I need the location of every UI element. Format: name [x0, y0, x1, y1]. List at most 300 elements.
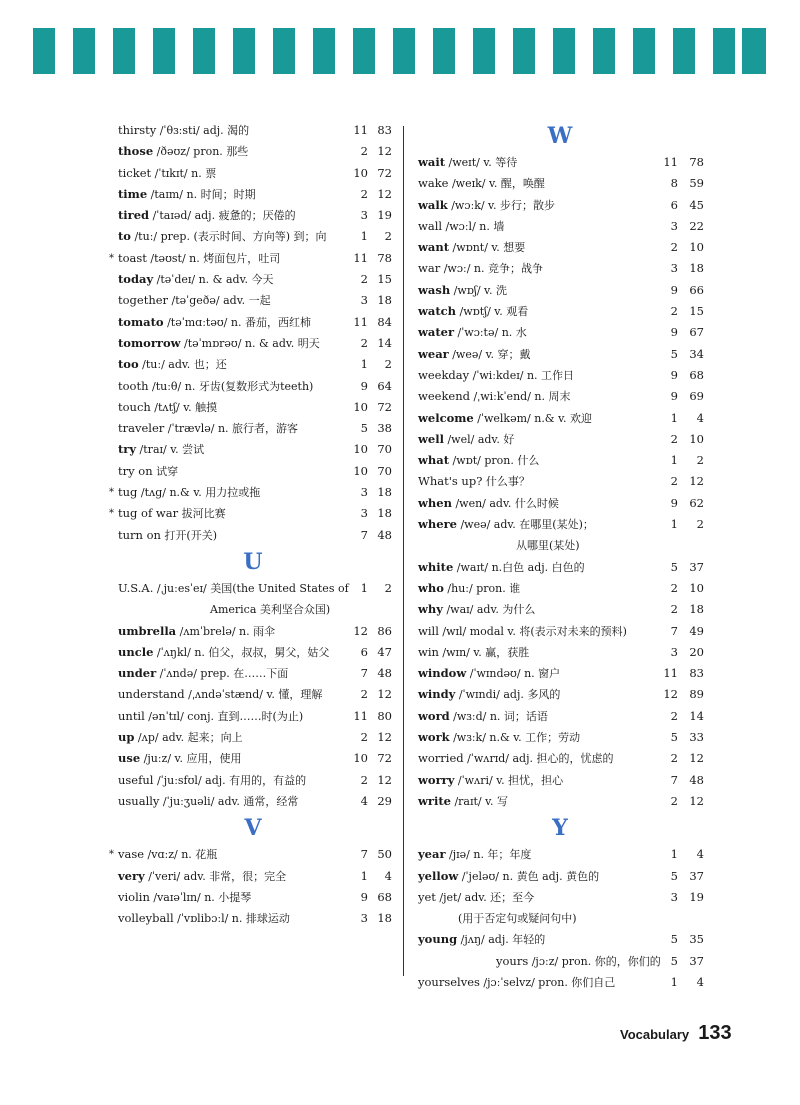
- page-ref: 10: [689, 240, 704, 255]
- headword: windy: [418, 687, 456, 702]
- definition: /wɪl/ modal v. 将(表示对未来的预料): [438, 624, 627, 638]
- headword: young: [418, 932, 458, 947]
- vocab-entry: [418, 450, 702, 471]
- headword: weekend: [418, 389, 470, 404]
- unit-number: 11: [353, 250, 368, 265]
- page-ref: 84: [377, 314, 392, 329]
- page-ref: 69: [689, 389, 704, 404]
- vocab-entry: [118, 205, 392, 226]
- vocab-entry: [118, 461, 392, 482]
- page-ref: 35: [689, 932, 704, 947]
- definition: /traɪ/ v. 尝试: [136, 443, 205, 457]
- unit-number: 2: [670, 708, 678, 723]
- page-ref: 50: [377, 847, 392, 862]
- page-ref: 2: [384, 357, 392, 372]
- page-ref: 83: [377, 123, 392, 137]
- vocab-entry: [418, 791, 702, 812]
- definition: /taɪm/ n. 时间；时期: [147, 187, 256, 201]
- page-ref: 64: [377, 378, 392, 393]
- page-ref: 18: [377, 506, 392, 521]
- definition: /weɪk/ v. 醒，唤醒: [448, 177, 545, 191]
- decor-square: [353, 28, 375, 74]
- page-ref: 29: [377, 793, 392, 808]
- page-ref: 12: [377, 772, 392, 787]
- page-ref: 4: [696, 974, 704, 989]
- definition: /ˈθɜːsti/ adj. 渴的: [156, 124, 250, 137]
- unit-number: 2: [360, 772, 368, 787]
- headword: white: [418, 559, 454, 574]
- vocab-entry: [418, 951, 702, 972]
- page-ref: 12: [689, 793, 704, 808]
- vocab-entry: [418, 301, 702, 322]
- vocab-entry: [418, 429, 702, 450]
- vocab-entry: [418, 706, 702, 727]
- optional-marker: *: [109, 252, 114, 264]
- decor-square: [233, 28, 255, 74]
- unit-number: 2: [670, 240, 678, 255]
- unit-number: 1: [670, 974, 678, 989]
- definition: /huː/ pron. 谁: [443, 581, 521, 595]
- headword: vase: [118, 847, 145, 862]
- decor-square: [633, 28, 655, 74]
- headword: who: [418, 580, 444, 595]
- page-ref: 12: [377, 730, 392, 745]
- definition: /təˈgeðə/ adv. 一起: [168, 294, 271, 308]
- page-ref: 45: [689, 197, 704, 212]
- page-ref: 15: [689, 304, 704, 319]
- decor-square: [33, 28, 55, 74]
- unit-number: 9: [670, 367, 678, 382]
- vocab-entry: [418, 887, 702, 908]
- page-ref: 18: [689, 602, 704, 617]
- decor-square: [193, 28, 215, 74]
- page-ref: 14: [689, 708, 704, 723]
- definition: /ʌp/ adv. 起来；向上: [134, 731, 243, 745]
- definition: /wɒnt/ v. 想要: [449, 241, 526, 255]
- definition: /ˈwelkəm/ n.& v. 欢迎: [473, 411, 592, 425]
- definition: /waɪ/ adv. 为什么: [442, 603, 536, 617]
- headword: under: [118, 666, 157, 681]
- unit-number: 1: [360, 357, 368, 372]
- page-ref: 67: [689, 325, 704, 340]
- definition: /ˈtaɪəd/ adj. 疲惫的；厌倦的: [149, 209, 296, 223]
- page-footer: [620, 1022, 732, 1045]
- headword: tomato: [118, 314, 164, 329]
- headword: year: [418, 847, 446, 862]
- definition: /jɔːˈselvz/ pron. 你们自己: [479, 975, 616, 989]
- vocab-entry: [418, 514, 702, 535]
- page-ref: 4: [696, 847, 704, 862]
- decor-square: [593, 28, 615, 74]
- vocab-entry: [118, 312, 392, 333]
- vocab-entry: [118, 184, 392, 205]
- definition: /ðəʊz/ pron. 那些: [153, 145, 249, 159]
- page-ref: 4: [696, 410, 704, 425]
- vocab-entry: [118, 663, 392, 684]
- unit-number: 9: [360, 378, 368, 393]
- page-ref: 33: [689, 730, 704, 745]
- headword: weekday: [418, 367, 470, 382]
- headword: turn on: [118, 527, 161, 542]
- headword: write: [418, 793, 451, 808]
- page-ref: 12: [689, 751, 704, 766]
- vocab-entry: [118, 354, 392, 375]
- headword: work: [418, 730, 450, 745]
- vocab-entry: [118, 887, 392, 908]
- vocab-entry: [118, 418, 392, 439]
- vocab-entry: [118, 908, 392, 929]
- unit-number: 2: [670, 751, 678, 766]
- page-ref: 66: [689, 282, 704, 297]
- vocab-entry: [118, 141, 392, 162]
- headword: tug of war: [118, 506, 179, 521]
- definition: /ˌjuːesˈeɪ/ 美国(the United States of: [153, 581, 349, 595]
- header-decor-band: [0, 28, 800, 74]
- definition: /ˈwɪndəʊ/ n. 窗户: [466, 667, 561, 681]
- page-ref: 80: [377, 708, 392, 723]
- page-ref: 2: [384, 229, 392, 244]
- vocab-entry: [418, 173, 702, 194]
- headword: wait: [418, 155, 446, 169]
- decor-square: [313, 28, 335, 74]
- definition: /ˈwɔːtə/ n. 水: [454, 326, 527, 340]
- vocab-entry: [418, 322, 702, 343]
- page-ref: 38: [377, 421, 392, 436]
- page-ref: 12: [689, 474, 704, 489]
- vocab-entry: [418, 152, 702, 173]
- vocab-entry: [118, 642, 392, 663]
- headword: wash: [418, 282, 451, 297]
- page-ref: 10: [689, 580, 704, 595]
- vocab-entry: [118, 439, 392, 460]
- definition: /təˈmɑːtəʊ/ n. 番茄，西红柿: [163, 315, 311, 329]
- headword: volleyball: [118, 911, 174, 926]
- definition: /tʌtʃ/ v. 触摸: [150, 400, 218, 414]
- vocab-entry: [418, 684, 702, 705]
- letter-heading: U: [243, 548, 263, 575]
- vocab-entry: [118, 397, 392, 418]
- unit-number: 1: [360, 868, 368, 883]
- headword: wall: [418, 218, 443, 233]
- unit-number: 3: [670, 261, 678, 276]
- unit-number: 2: [360, 730, 368, 745]
- unit-number: 1: [670, 410, 678, 425]
- page-ref: 18: [377, 293, 392, 308]
- unit-number: 3: [670, 218, 678, 233]
- page-ref: 37: [689, 559, 704, 574]
- page-ref: 10: [689, 431, 704, 446]
- unit-number: 2: [670, 580, 678, 595]
- vocab-entry: [418, 972, 702, 993]
- page-ref: 2: [384, 580, 392, 595]
- page-ref: 18: [377, 911, 392, 926]
- definition: /təʊst/ n. 烤面包片，吐司: [146, 251, 281, 265]
- decor-square: [393, 28, 415, 74]
- vocab-entry: [118, 727, 392, 748]
- unit-number: 12: [663, 687, 678, 702]
- definition: 拔河比赛: [178, 507, 226, 521]
- vocab-entry: [418, 237, 702, 258]
- vocab-entry: [418, 216, 702, 237]
- optional-marker: *: [109, 508, 114, 520]
- headword: traveler: [118, 421, 165, 436]
- headword: violin: [118, 889, 150, 904]
- page-ref: 18: [377, 485, 392, 500]
- page-ref: 34: [689, 346, 704, 361]
- definition: /raɪt/ v. 写: [450, 794, 509, 808]
- unit-number: 9: [670, 282, 678, 297]
- unit-number: 3: [670, 889, 678, 904]
- vocab-entry: [418, 599, 702, 620]
- headword: ticket: [118, 165, 152, 180]
- unit-number: 3: [360, 911, 368, 926]
- unit-number: 3: [360, 485, 368, 500]
- headword: water: [418, 325, 455, 340]
- page-ref: 78: [377, 250, 392, 265]
- definition: /tʌg/ n.& v. 用力拉或拖: [137, 486, 261, 500]
- vocab-entry: [418, 663, 702, 684]
- page-ref: 19: [689, 889, 704, 904]
- unit-number: 10: [353, 463, 368, 478]
- unit-number: 8: [670, 176, 678, 191]
- headword: wake: [418, 176, 449, 191]
- definition: /ənˈtɪl/ conj. 直到……时(为止): [144, 709, 304, 723]
- decor-square: [113, 28, 135, 74]
- vocab-entry: [109, 503, 392, 524]
- headword: yours: [496, 953, 529, 968]
- headword: What's up?: [418, 474, 483, 489]
- vocab-entry: [118, 791, 392, 812]
- decor-end-bar: [742, 28, 766, 74]
- unit-number: 11: [353, 123, 368, 137]
- decor-square: [673, 28, 695, 74]
- unit-number: 10: [353, 751, 368, 766]
- decor-square: [553, 28, 575, 74]
- decor-square: [73, 28, 95, 74]
- page-ref: 4: [384, 868, 392, 883]
- definition: /təˈmɒrəʊ/ n. & adv. 明天: [180, 336, 320, 350]
- headword: yet: [418, 889, 436, 904]
- definition: /jɪə/ n. 年；年度: [445, 848, 532, 862]
- headword: why: [418, 602, 443, 617]
- decor-square: [273, 28, 295, 74]
- headword: try: [118, 442, 137, 457]
- page-ref: 2: [696, 453, 704, 468]
- vocab-entry: [418, 344, 702, 365]
- page-ref: 12: [377, 144, 392, 159]
- definition: /wɪn/ v. 赢，获胜: [438, 645, 530, 659]
- unit-number: 1: [360, 229, 368, 244]
- letter-heading: V: [244, 815, 262, 842]
- vocab-entry: [418, 557, 702, 578]
- page-ref: 86: [377, 623, 392, 638]
- unit-number: 9: [670, 495, 678, 510]
- page-ref: 12: [377, 186, 392, 201]
- definition: 试穿: [152, 464, 179, 478]
- headword: use: [118, 751, 141, 766]
- unit-number: 7: [670, 623, 678, 638]
- headword: together: [118, 293, 169, 308]
- page-ref: 49: [689, 623, 704, 638]
- definition: /ˈwɪndi/ adj. 多风的: [455, 688, 561, 702]
- vocab-entry: [118, 525, 392, 546]
- definition: /jet/ adv. 还；至今: [435, 890, 535, 904]
- vocab-entry: [418, 258, 702, 279]
- unit-number: 5: [670, 932, 678, 947]
- definition: /wɒʃ/ v. 洗: [450, 283, 507, 297]
- unit-number: 2: [360, 144, 368, 159]
- vocab-entry: [418, 386, 702, 407]
- headword: win: [418, 644, 439, 659]
- headword: tug: [118, 485, 138, 500]
- footer-label: Vocabulary: [620, 1027, 690, 1042]
- unit-number: 5: [670, 953, 678, 968]
- definition: /vaɪəˈlɪn/ n. 小提琴: [149, 890, 252, 904]
- vocab-entry: [118, 269, 392, 290]
- vocab-entry: [118, 866, 392, 887]
- definition: /wɜːd/ n. 词；话语: [449, 709, 548, 723]
- vocab-entry: [118, 120, 392, 141]
- optional-marker: *: [109, 487, 114, 499]
- vocab-entry: [418, 748, 702, 769]
- headword: until: [118, 708, 145, 723]
- letter-heading: W: [547, 123, 573, 149]
- definition: /ˈwʌrɪd/ adj. 担心的，忧虑的: [463, 752, 614, 766]
- definition: /wɔː/ n. 竞争；战争: [440, 262, 543, 276]
- unit-number: 11: [663, 155, 678, 169]
- vocab-entry: [418, 471, 702, 492]
- page-ref: 22: [689, 218, 704, 233]
- vocab-entry: [118, 578, 392, 599]
- page-ref: 68: [689, 367, 704, 382]
- page-ref: 37: [689, 953, 704, 968]
- headword: very: [118, 868, 145, 883]
- headword: walk: [418, 197, 448, 212]
- definition: /wel/ adv. 好: [443, 432, 515, 446]
- vocab-entry: [118, 376, 392, 397]
- headword: understand: [118, 687, 185, 702]
- entry-continuation: 从哪里(某处): [516, 539, 580, 553]
- vocab-entry: [418, 866, 702, 887]
- unit-number: 2: [670, 793, 678, 808]
- unit-number: 2: [670, 431, 678, 446]
- headword: yourselves: [418, 974, 480, 989]
- column-divider: [403, 126, 404, 976]
- definition: /təˈdeɪ/ n. & adv. 今天: [153, 273, 274, 287]
- definition: /ˈjeləʊ/ n. 黄色 adj. 黄色的: [458, 869, 600, 883]
- definition: /wɒtʃ/ v. 观看: [456, 305, 529, 319]
- page-ref: 59: [689, 176, 704, 191]
- headword: try on: [118, 463, 153, 478]
- headword: where: [418, 517, 457, 532]
- unit-number: 5: [670, 868, 678, 883]
- definition: /ˈʌndə/ prep. 在……下面: [156, 667, 289, 681]
- headword: when: [418, 495, 452, 510]
- unit-number: 2: [360, 186, 368, 201]
- decor-square: [513, 28, 535, 74]
- vocab-entry: [418, 642, 702, 663]
- unit-number: 5: [670, 346, 678, 361]
- decor-square: [713, 28, 735, 74]
- page-ref: 70: [377, 463, 392, 478]
- vocab-entry: [118, 226, 392, 247]
- vocab-entry: [418, 770, 702, 791]
- unit-number: 12: [353, 623, 368, 638]
- unit-number: 2: [360, 687, 368, 702]
- definition: /tuːθ/ n. 牙齿(复数形式为teeth): [148, 379, 314, 393]
- vocab-entry: [109, 844, 392, 865]
- definition: /ˈtɪkɪt/ n. 票: [151, 166, 217, 180]
- definition: /tuː/ adv. 也；还: [138, 358, 227, 372]
- headword: yellow: [418, 868, 459, 883]
- headword: too: [118, 357, 139, 372]
- vocab-entry: [118, 706, 392, 727]
- headword: worried: [418, 751, 464, 766]
- unit-number: 10: [353, 442, 368, 457]
- page-ref: 19: [377, 208, 392, 223]
- definition: /ˌwiːkˈend/ n. 周末: [470, 390, 571, 404]
- headword: umbrella: [118, 623, 177, 638]
- definition: /ˈtrævlə/ n. 旅行者，游客: [164, 422, 299, 436]
- vocab-entry: [118, 290, 392, 311]
- unit-number: 1: [360, 580, 368, 595]
- definition: /vɑːz/ n. 花瓶: [144, 848, 218, 862]
- vocab-entry: [418, 578, 702, 599]
- unit-number: 3: [670, 644, 678, 659]
- page-ref: 48: [689, 772, 704, 787]
- definition: /weə/ adv. 在哪里(某处)；: [456, 518, 594, 532]
- letter-heading: Y: [552, 815, 568, 842]
- unit-number: 4: [360, 793, 368, 808]
- unit-number: 2: [670, 602, 678, 617]
- definition: 什么事？: [482, 475, 530, 489]
- vocab-entry: [418, 365, 702, 386]
- page-ref: 68: [377, 889, 392, 904]
- definition: /weɪt/ v. 等待: [445, 156, 518, 169]
- unit-number: 9: [670, 325, 678, 340]
- unit-number: 5: [670, 730, 678, 745]
- headword: useful: [118, 772, 154, 787]
- page-ref: 62: [689, 495, 704, 510]
- headword: uncle: [118, 644, 154, 659]
- definition: /ˈveri/ adv. 非常，很；完全: [144, 869, 287, 883]
- definition: /tuː/ prep. (表示时间、方向等) 到；向: [130, 230, 327, 244]
- definition: /jʌŋ/ adj. 年轻的: [457, 933, 546, 947]
- definition: /ˈjuːsfʊl/ adj. 有用的，有益的: [153, 773, 307, 787]
- headword: watch: [418, 304, 457, 319]
- headword: welcome: [418, 410, 474, 425]
- definition: /wɔːk/ v. 步行；散步: [447, 198, 555, 212]
- page-ref: 37: [689, 868, 704, 883]
- page-ref: 14: [377, 335, 392, 350]
- definition: /ʌmˈbrelə/ n. 雨伞: [176, 624, 276, 638]
- definition: /ˈvɒlibɔːl/ n. 排球运动: [173, 912, 290, 926]
- definition: /wen/ adv. 什么时候: [451, 496, 559, 510]
- definition: /waɪt/ n.白色 adj. 白色的: [453, 560, 585, 574]
- unit-number: 5: [670, 559, 678, 574]
- headword: tired: [118, 208, 150, 223]
- page-ref: 72: [377, 399, 392, 414]
- definition: 打开(开关): [160, 528, 218, 542]
- vocab-entry: [118, 333, 392, 354]
- definition: /juːz/ v. 应用，使用: [140, 752, 242, 766]
- headword: will: [418, 623, 439, 638]
- headword: wear: [418, 346, 449, 361]
- unit-number: 9: [360, 889, 368, 904]
- unit-number: 7: [670, 772, 678, 787]
- page-ref: 78: [689, 155, 704, 169]
- unit-number: 2: [670, 304, 678, 319]
